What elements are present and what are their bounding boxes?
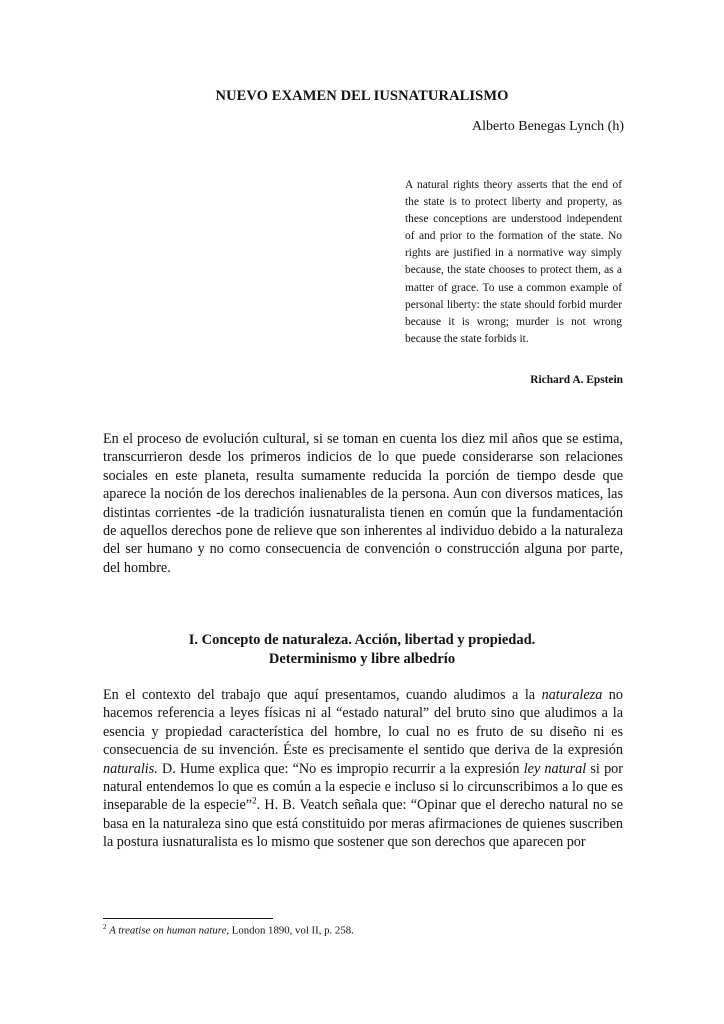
paragraph-text: si por natural entendemos lo que es común a la especie e incluso si lo circunscribimos a lo que es inseparable de la especie” — [103, 760, 623, 814]
italic-term: naturalis. — [103, 760, 158, 777]
footnote-details: , London 1890, vol II, p. 258. — [226, 924, 354, 937]
footnote-reference[interactable]: 2 — [252, 795, 257, 806]
footnote-number: 2 — [103, 923, 107, 931]
section-paragraph — [103, 686, 623, 852]
paragraph-text: En el contexto del trabajo que aquí presentamos, cuando aludimos a la — [103, 687, 542, 703]
document-title: NUEVO EXAMEN DEL IUSNATURALISMO — [215, 88, 509, 104]
section-heading-line1: I. Concepto de naturaleza. Acción, libertad y propiedad. — [188, 632, 536, 648]
italic-term: naturaleza — [541, 687, 603, 703]
paragraph-text: . H. B. Veatch señala que: “Opinar que el derecho natural no se basa en la naturaleza sino que está constituido por meras afirmaciones de quienes suscriben la postura iusnaturalista es lo mismo que sostener que son derechos que aparecen por — [103, 797, 623, 851]
italic-term: ley natural — [523, 760, 587, 777]
section-heading — [0, 631, 724, 668]
epigraph-source: Richard A. Epstein — [530, 374, 623, 386]
footnote — [103, 923, 354, 937]
footnote-book-title: A treatise on human nature — [109, 924, 227, 937]
paragraph-text: D. Hume explica que: “No es impropio recurrir a la expresión — [157, 760, 524, 777]
paragraph-text: no hacemos referencia a leyes físicas ni al “estado natural” del bruto sino que aludimos a la esencia y propiedad característica del hombre, lo cual no es fruto de su diseño ni es consecuencia de su invención. Éste es precisamente el sentido que deriva de la expresión — [103, 687, 623, 759]
document-author: Alberto Benegas Lynch (h) — [471, 119, 624, 134]
footnote-divider — [103, 918, 273, 919]
intro-paragraph: En el proceso de evolución cultural, si se toman en cuenta los diez mil años que se estima, transcurrieron desde los primeros indicios de lo que puede considerarse son relaciones sociales en este planeta, resulta sumamente reducida la porción de tiempo desde que aparece la noción de los derechos inalienables de la persona. Aun con diversos matices, las distintas corrientes -de la tradición iusnaturalista tienen en común que la fundamentación de aquellos derechos pone de relieve que son inherentes al individuo debido a la naturaleza del ser humano y no como consecuencia de convención o construcción alguna por parte, del hombre. — [103, 431, 623, 576]
epigraph-quote: A natural rights theory asserts that the end of the state is to protect liberty and property, as these conceptions are understood independent of and prior to the formation of the state. No rights are justified in a normative way simply because, the state chooses to protect them, as a matter of grace. To use a common example of personal liberty: the state should forbid murder because it is wrong; murder is not wrong because the state forbids it. — [405, 179, 622, 345]
section-heading-line2: Determinismo y libre albedrío — [268, 650, 456, 667]
